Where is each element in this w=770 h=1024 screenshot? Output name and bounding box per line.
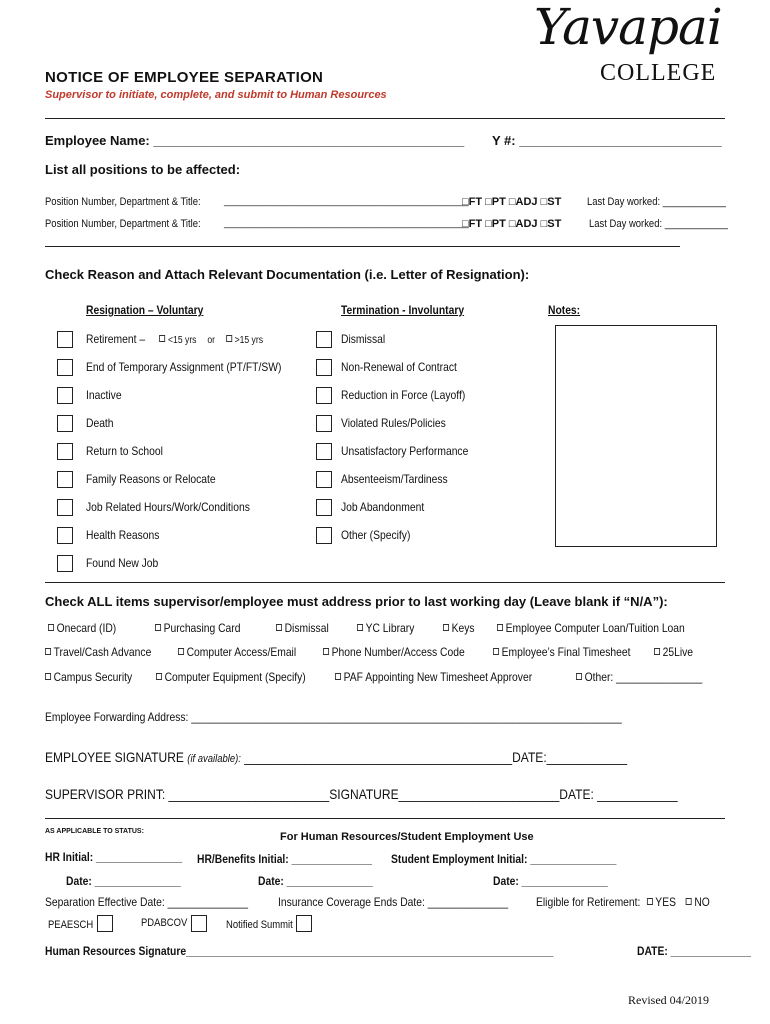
peaesch-label: PEAESCH [48, 919, 94, 931]
benefits-initial-field[interactable]: HR/Benefits Initial: ______________ [197, 852, 372, 866]
checklist-purchasing-card[interactable]: Purchasing Card [155, 621, 240, 635]
hr-signature-date-field[interactable]: DATE: ______________ [637, 944, 751, 958]
hr-initial-field[interactable]: HR Initial: _______________ [45, 850, 183, 864]
absenteeism-label: Absenteeism/Tardiness [341, 472, 448, 486]
other-specify-label: Other (Specify) [341, 528, 411, 542]
last-day-field-1[interactable]: Last Day worked: ____________ [587, 196, 726, 208]
checklist-dismissal[interactable]: Dismissal [276, 621, 329, 635]
checklist-final-timesheet[interactable]: Employee’s Final Timesheet [493, 645, 630, 659]
checkbox-end-temp-assignment[interactable] [57, 359, 73, 376]
notes-box[interactable] [555, 325, 717, 547]
family-reasons-label: Family Reasons or Relocate [86, 472, 216, 486]
checklist-other[interactable]: Other: _______________ [576, 670, 702, 684]
checkbox-retirement[interactable] [57, 331, 73, 348]
involuntary-header: Termination - Involuntary [341, 303, 465, 317]
hr-signature-field[interactable]: Human Resources Signature________________________________________________________________ [45, 944, 554, 958]
y-number-field[interactable]: Y #: ____________________________ [492, 133, 722, 148]
hr-date-field-2[interactable]: Date: _______________ [258, 874, 373, 888]
as-applicable-label: AS APPLICABLE TO STATUS: [45, 828, 144, 835]
checkbox-icon [178, 648, 184, 655]
checkbox-dismissal[interactable] [316, 331, 332, 348]
checkbox-non-renewal[interactable] [316, 359, 332, 376]
separation-effective-field[interactable]: Separation Effective Date: ______________ [45, 895, 248, 909]
checkbox-icon [276, 624, 282, 631]
checkbox-icon [576, 673, 582, 680]
non-renewal-label: Non-Renewal of Contract [341, 360, 457, 374]
checkbox-icon [654, 648, 660, 655]
checkbox-icon [497, 624, 503, 631]
over-15-label: >15 yrs [234, 335, 264, 346]
position-label-2: Position Number, Department & Title: [45, 218, 201, 230]
supervisor-signature-field[interactable]: SUPERVISOR PRINT: ________________________SIGNATURE________________________DATE: ____________ [45, 786, 678, 802]
retirement-label: Retirement – [86, 332, 146, 346]
checkbox-inactive[interactable] [57, 387, 73, 404]
checkbox-health-reasons[interactable] [57, 527, 73, 544]
checklist-travel-cash[interactable]: Travel/Cash Advance [45, 645, 151, 659]
checkbox-no[interactable] [686, 898, 692, 905]
checklist-phone-number[interactable]: Phone Number/Access Code [323, 645, 465, 659]
position-label-1: Position Number, Department & Title: [45, 196, 201, 208]
form-subtitle: Supervisor to initiate, complete, and submit to Human Resources [45, 89, 387, 101]
positions-divider [45, 246, 680, 247]
notified-summit-label: Notified Summit [226, 919, 293, 931]
yes-label: YES [655, 895, 676, 909]
checkbox-return-to-school[interactable] [57, 443, 73, 460]
checkbox-icon [156, 673, 162, 680]
eligible-retirement-label: Eligible for Retirement: [536, 895, 641, 909]
checklist-computer-equipment[interactable]: Computer Equipment (Specify) [156, 670, 306, 684]
checkbox-icon [443, 624, 449, 631]
position-field-1[interactable]: ____________________________________________ [224, 196, 469, 207]
checkbox-job-abandonment[interactable] [316, 499, 332, 516]
end-temp-assignment-label: End of Temporary Assignment (PT/FT/SW) [86, 360, 282, 374]
employee-name-field[interactable]: Employee Name: ___________________________________________ [45, 133, 465, 148]
checklist-computer-loan[interactable]: Employee Computer Loan/Tuition Loan [497, 621, 685, 635]
college-logo [532, 0, 742, 86]
logo-college: COLLEGE [600, 60, 717, 86]
checkbox-icon [335, 673, 341, 680]
violated-rules-label: Violated Rules/Policies [341, 416, 446, 430]
checklist-computer-access[interactable]: Computer Access/Email [178, 645, 296, 659]
unsatisfactory-label: Unsatisfactory Performance [341, 444, 469, 458]
inactive-label: Inactive [86, 388, 122, 402]
logo-script: Yavapai [534, 0, 722, 56]
checkbox-yes[interactable] [647, 898, 653, 905]
signature-divider [45, 818, 725, 819]
position-options-1[interactable]: □FT □PT □ADJ □ST [462, 196, 562, 208]
checkbox-absenteeism[interactable] [316, 471, 332, 488]
checkbox-icon [45, 673, 51, 680]
position-options-2[interactable]: □FT □PT □ADJ □ST [462, 218, 562, 230]
checkbox-other-specify[interactable] [316, 527, 332, 544]
checkbox-job-related[interactable] [57, 499, 73, 516]
checkbox-icon [45, 648, 51, 655]
checkbox-under-15[interactable] [159, 335, 165, 342]
reason-divider [45, 582, 725, 583]
checkbox-icon [155, 624, 161, 631]
checkbox-icon [493, 648, 499, 655]
checklist-onecard[interactable]: Onecard (ID) [48, 621, 116, 635]
checkbox-unsatisfactory[interactable] [316, 443, 332, 460]
checkbox-peaesch[interactable] [97, 915, 113, 932]
header-divider [45, 118, 725, 119]
checklist-paf-approver[interactable]: PAF Appointing New Timesheet Approver [335, 670, 532, 684]
under-15-label: <15 yrs [168, 335, 197, 346]
pdabcov-label: PDABCOV [141, 917, 188, 929]
health-reasons-label: Health Reasons [86, 528, 160, 542]
checkbox-violated-rules[interactable] [316, 415, 332, 432]
revised-date: Revised 04/2019 [628, 993, 709, 1007]
employee-signature-label: EMPLOYEE SIGNATURE [45, 749, 184, 765]
checkbox-reduction-in-force[interactable] [316, 387, 332, 404]
checklist-heading: Check ALL items supervisor/employee must address prior to last working day (Leave blank if “N/A”): [45, 594, 668, 609]
checkbox-notified-summit[interactable] [296, 915, 312, 932]
checklist-yc-library[interactable]: YC Library [357, 621, 414, 635]
hr-date-field-1[interactable]: Date: _______________ [66, 874, 181, 888]
insurance-ends-field[interactable]: Insurance Coverage Ends Date: ______________ [278, 895, 509, 909]
checkbox-death[interactable] [57, 415, 73, 432]
checkbox-icon [357, 624, 363, 631]
if-available-label: (if available): [187, 753, 241, 765]
return-to-school-label: Return to School [86, 444, 163, 458]
no-label: NO [694, 895, 710, 909]
checklist-25live[interactable]: 25Live [654, 645, 693, 659]
checkbox-over-15[interactable] [226, 335, 232, 342]
hr-date-field-3[interactable]: Date: _______________ [493, 874, 608, 888]
or-label: or [207, 335, 216, 346]
positions-heading: List all positions to be affected: [45, 162, 241, 177]
position-field-2[interactable]: ____________________________________________ [224, 218, 469, 229]
form-title: NOTICE OF EMPLOYEE SEPARATION [45, 69, 324, 86]
retirement-item [86, 332, 263, 346]
eligible-retirement [536, 895, 710, 909]
death-label: Death [86, 416, 114, 430]
notes-header: Notes: [548, 303, 581, 317]
checklist-keys[interactable]: Keys [443, 621, 475, 635]
hr-section-heading: For Human Resources/Student Employment Use [280, 831, 534, 843]
voluntary-header: Resignation – Voluntary [86, 303, 204, 317]
reason-heading: Check Reason and Attach Relevant Documentation (i.e. Letter of Resignation): [45, 267, 530, 282]
checklist-campus-security[interactable]: Campus Security [45, 670, 132, 684]
checkbox-icon [323, 648, 329, 655]
checkbox-found-new-job[interactable] [57, 555, 73, 572]
employee-signature-line: ________________________________________DATE:____________ [244, 749, 628, 765]
job-related-label: Job Related Hours/Work/Conditions [86, 500, 250, 514]
job-abandonment-label: Job Abandonment [341, 500, 425, 514]
dismissal-label: Dismissal [341, 332, 386, 346]
checkbox-family-reasons[interactable] [57, 471, 73, 488]
reduction-in-force-label: Reduction in Force (Layoff) [341, 388, 466, 402]
checkbox-pdabcov[interactable] [191, 915, 207, 932]
last-day-field-2[interactable]: Last Day worked: ____________ [589, 218, 728, 230]
found-new-job-label: Found New Job [86, 556, 159, 570]
checkbox-icon [48, 624, 54, 631]
employee-signature-field[interactable] [45, 749, 627, 765]
student-initial-field[interactable]: Student Employment Initial: _______________ [391, 852, 617, 866]
forwarding-address-field[interactable]: Employee Forwarding Address: ___________________________________________________________________________ [45, 710, 622, 724]
